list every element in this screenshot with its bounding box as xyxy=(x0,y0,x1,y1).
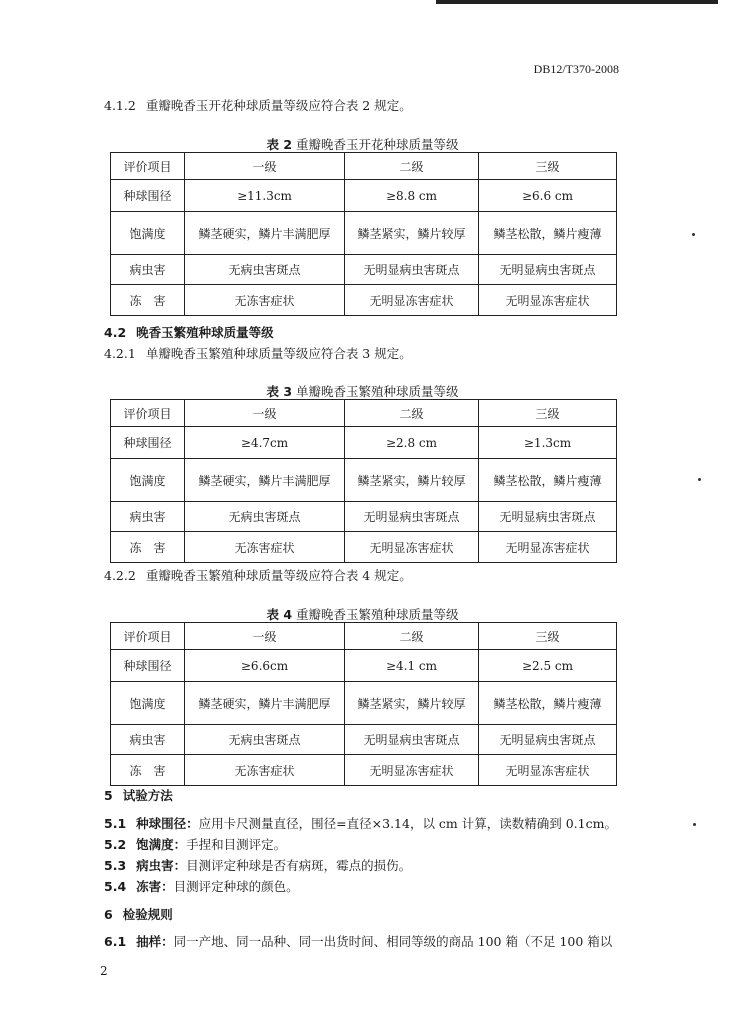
table-cell: 无冻害症状 xyxy=(185,285,345,316)
standard-code: DB12/T370-2008 xyxy=(533,62,619,76)
clause-text: 单瓣晚香玉繁殖种球质量等级应符合表 3 规定。 xyxy=(145,346,412,361)
row-label-cell: 病虫害 xyxy=(111,255,185,285)
table-header-cell: 一级 xyxy=(185,623,345,650)
section-6 xyxy=(104,905,173,923)
table-header-row xyxy=(111,400,617,427)
table-cell: ≥4.1 cm xyxy=(345,650,479,682)
page-number: 2 xyxy=(100,964,108,978)
table-cell: 无明显病虫害斑点 xyxy=(479,502,617,532)
row-label-cell: 冻 害 xyxy=(111,755,185,786)
clause-number: 4.2.2 xyxy=(104,568,136,583)
clause-4-2-1 xyxy=(104,344,412,362)
clause-number: 4.2.1 xyxy=(104,346,136,361)
caption-prefix: 表 2 xyxy=(266,137,293,152)
section-title: 试验方法 xyxy=(122,788,173,803)
table-cell: 鳞茎紧实，鳞片较厚 xyxy=(345,682,479,725)
table-cell: ≥11.3cm xyxy=(185,180,345,212)
clause-text: 重瓣晚香玉繁殖种球质量等级应符合表 4 规定。 xyxy=(145,568,412,583)
clause-number: 5.3 xyxy=(104,858,127,873)
table-header-cell: 三级 xyxy=(479,400,617,427)
table-row xyxy=(111,682,617,725)
table-row xyxy=(111,212,617,255)
table-row xyxy=(111,427,617,459)
table-cell: 无病虫害斑点 xyxy=(185,725,345,755)
clause-4-2-2 xyxy=(104,566,412,584)
row-label-cell: 种球围径 xyxy=(111,427,185,459)
table-header-cell: 三级 xyxy=(479,623,617,650)
table-header-cell: 一级 xyxy=(185,400,345,427)
table-row xyxy=(111,285,617,316)
clause-term: 病虫害： xyxy=(136,858,187,873)
caption-prefix: 表 3 xyxy=(266,384,293,399)
table-header-cell: 一级 xyxy=(185,153,345,180)
table-cell: 无明显病虫害斑点 xyxy=(345,725,479,755)
table-cell: ≥4.7cm xyxy=(185,427,345,459)
table2-caption xyxy=(110,135,615,153)
table-header-cell: 三级 xyxy=(479,153,617,180)
section-number: 4.2 xyxy=(104,325,127,340)
section-title: 晚香玉繁殖种球质量等级 xyxy=(136,325,274,340)
clause-text: 同一产地、同一品种、同一出货时间、相同等级的商品 100 箱（不足 100 箱以 xyxy=(173,934,613,949)
table-cell: 无明显冻害症状 xyxy=(345,285,479,316)
table-cell: 鳞茎硬实，鳞片丰满肥厚 xyxy=(185,212,345,255)
row-label-cell: 冻 害 xyxy=(111,532,185,563)
table-cell: ≥1.3cm xyxy=(479,427,617,459)
clause-text: 手捏和目测评定。 xyxy=(186,837,287,852)
row-label-cell: 饱满度 xyxy=(111,682,185,725)
table-cell: 无明显冻害症状 xyxy=(479,532,617,563)
section-4-2 xyxy=(104,323,274,341)
table-cell: 无冻害症状 xyxy=(185,532,345,563)
table-cell: 鳞茎松散，鳞片瘦薄 xyxy=(479,682,617,725)
table-cell: 无明显病虫害斑点 xyxy=(479,725,617,755)
table-header-row xyxy=(111,153,617,180)
table-cell: 鳞茎硬实，鳞片丰满肥厚 xyxy=(185,682,345,725)
clause-text: 重瓣晚香玉开花种球质量等级应符合表 2 规定。 xyxy=(145,98,412,113)
table-header-cell: 评价项目 xyxy=(111,153,185,180)
table3 xyxy=(110,399,617,563)
table-row xyxy=(111,180,617,212)
clause-4-1-2 xyxy=(104,96,412,114)
table-cell: 无明显病虫害斑点 xyxy=(479,255,617,285)
section-number: 6 xyxy=(104,907,113,922)
table-cell: 无病虫害斑点 xyxy=(185,502,345,532)
clause-number: 5.1 xyxy=(104,816,127,831)
table4 xyxy=(110,622,617,786)
clause-number: 5.2 xyxy=(104,837,127,852)
table-cell: 鳞茎紧实，鳞片较厚 xyxy=(345,459,479,502)
table-cell: 无明显冻害症状 xyxy=(345,532,479,563)
section-number: 5 xyxy=(104,788,113,803)
caption-title: 重瓣晚香玉繁殖种球质量等级 xyxy=(296,607,459,622)
clause-number: 5.4 xyxy=(104,879,127,894)
table-header-cell: 二级 xyxy=(345,623,479,650)
clause-5-1 xyxy=(104,814,617,832)
table-cell: 无病虫害斑点 xyxy=(185,255,345,285)
clause-term: 种球围径： xyxy=(136,816,199,831)
clause-5-2 xyxy=(104,835,286,853)
table-header-cell: 二级 xyxy=(345,153,479,180)
table-row xyxy=(111,255,617,285)
row-label-cell: 冻 害 xyxy=(111,285,185,316)
row-label-cell: 饱满度 xyxy=(111,459,185,502)
table-row xyxy=(111,650,617,682)
table-cell: ≥2.8 cm xyxy=(345,427,479,459)
table-cell: 鳞茎松散，鳞片瘦薄 xyxy=(479,459,617,502)
table-header-row xyxy=(111,623,617,650)
clause-text: 目测评定种球是否有病斑，霉点的损伤。 xyxy=(186,858,412,873)
table-cell: ≥8.8 cm xyxy=(345,180,479,212)
table-cell: 鳞茎紧实，鳞片较厚 xyxy=(345,212,479,255)
row-label-cell: 饱满度 xyxy=(111,212,185,255)
table-row xyxy=(111,459,617,502)
table-cell: ≥6.6 cm xyxy=(479,180,617,212)
table-cell: ≥6.6cm xyxy=(185,650,345,682)
scan-speck xyxy=(693,823,696,826)
clause-term: 抽样： xyxy=(136,934,174,949)
table-header-cell: 评价项目 xyxy=(111,400,185,427)
table-row xyxy=(111,532,617,563)
table-cell: 无明显病虫害斑点 xyxy=(345,502,479,532)
table-header-cell: 评价项目 xyxy=(111,623,185,650)
clause-text: 目测评定种球的颜色。 xyxy=(173,879,299,894)
scan-speck xyxy=(698,478,701,481)
table4-caption xyxy=(110,605,615,623)
table-row xyxy=(111,725,617,755)
row-label-cell: 病虫害 xyxy=(111,502,185,532)
table-row xyxy=(111,502,617,532)
table-cell: 无明显冻害症状 xyxy=(345,755,479,786)
section-5 xyxy=(104,786,173,804)
table-cell: 无冻害症状 xyxy=(185,755,345,786)
top-rule xyxy=(436,0,718,4)
clause-5-3 xyxy=(104,856,411,874)
table-cell: 无明显冻害症状 xyxy=(479,755,617,786)
row-label-cell: 病虫害 xyxy=(111,725,185,755)
table2 xyxy=(110,152,617,316)
scan-speck xyxy=(692,233,695,236)
section-title: 检验规则 xyxy=(122,907,173,922)
table-cell: 无明显冻害症状 xyxy=(479,285,617,316)
caption-prefix: 表 4 xyxy=(266,607,293,622)
table-cell: 鳞茎松散，鳞片瘦薄 xyxy=(479,212,617,255)
table-header-cell: 二级 xyxy=(345,400,479,427)
clause-6-1 xyxy=(104,932,612,950)
table3-caption xyxy=(110,382,615,400)
clause-number: 4.1.2 xyxy=(104,98,136,113)
clause-5-4 xyxy=(104,877,299,895)
caption-title: 重瓣晚香玉开花种球质量等级 xyxy=(296,137,459,152)
row-label-cell: 种球围径 xyxy=(111,180,185,212)
table-cell: 无明显病虫害斑点 xyxy=(345,255,479,285)
clause-number: 6.1 xyxy=(104,934,127,949)
table-cell: ≥2.5 cm xyxy=(479,650,617,682)
clause-text: 应用卡尺测量直径，围径=直径×3.14，以 cm 计算，读数精确到 0.1cm。 xyxy=(198,816,617,831)
table-row xyxy=(111,755,617,786)
clause-term: 饱满度： xyxy=(136,837,187,852)
table-cell: 鳞茎硬实，鳞片丰满肥厚 xyxy=(185,459,345,502)
caption-title: 单瓣晚香玉繁殖种球质量等级 xyxy=(296,384,459,399)
clause-term: 冻害： xyxy=(136,879,174,894)
row-label-cell: 种球围径 xyxy=(111,650,185,682)
